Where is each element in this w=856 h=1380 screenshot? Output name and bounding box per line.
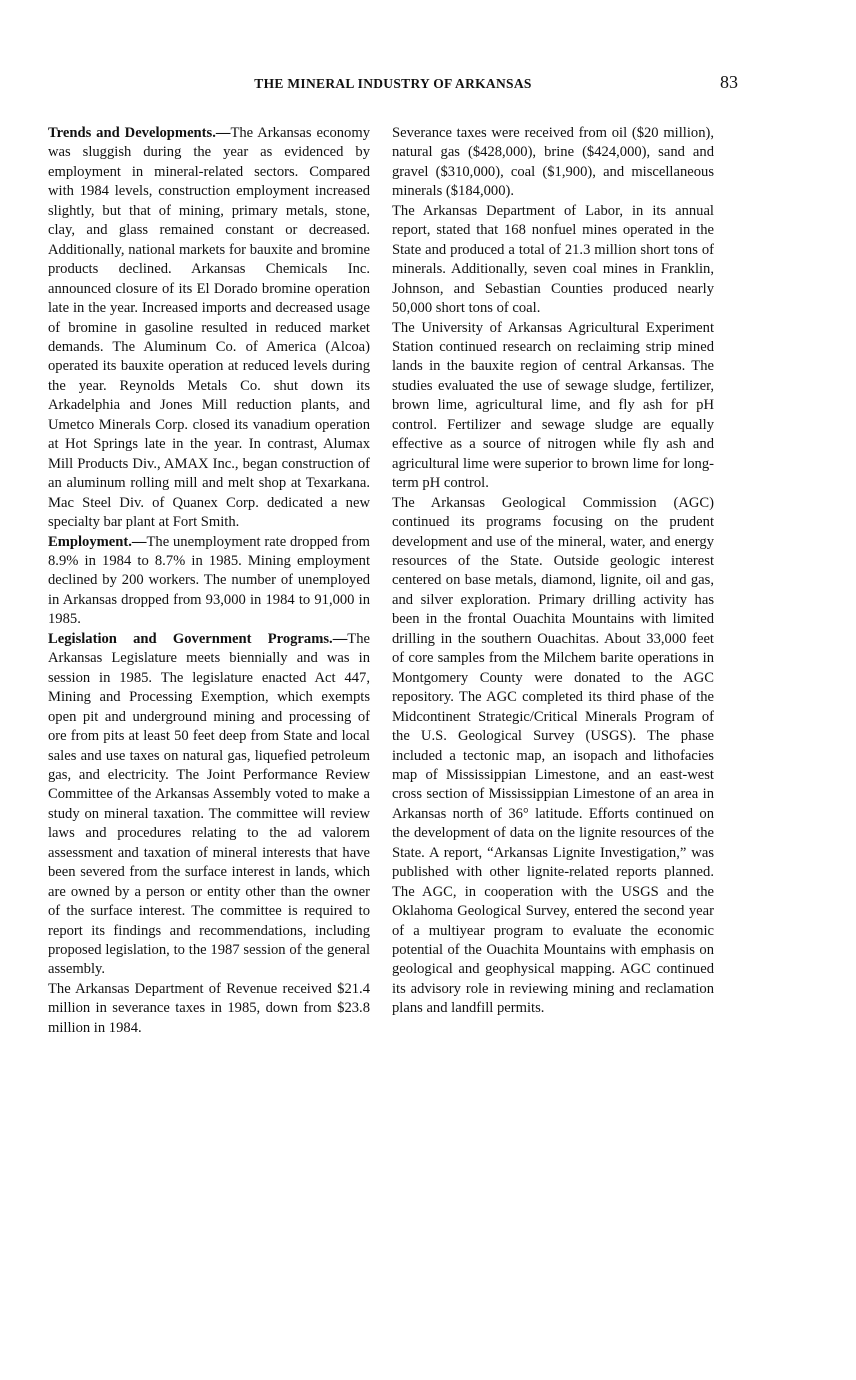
paragraph-text: The Arkansas economy was sluggish during the year as evidenced by employment in mineral-related sectors. Compared with 1984 levels, construction employment increased slightly, but that of mining, primary metals, stone, clay, and glass remained constant or decreased. Additionally, national markets for bauxite and bromine products declined. Arkansas Chemicals Inc. announced closure of its El Dorado bromine operation late in the year. Increased imports and decreased usage of bromine in gasoline resulted in reduced market demands. The Aluminum Co. of America (Alcoa) operated its bauxite operation at reduced levels during the year. Reynolds Metals Co. shut down its Arkadelphia and Jones Mill reduction plants, and Umetco Minerals Corp. closed its vanadium operation at Hot Springs late in the year. In contrast, Alumax Mill Products Div., AMAX Inc., began construction of an aluminum rolling mill and melt shop at Texarkana. Mac Steel Div. of Quanex Corp. dedicated a new specialty bar plant at Fort Smith. [48,125,371,531]
section-heading: Employment.— [48,533,147,550]
paragraph-severance [392,124,714,202]
paragraph-text: The Arkansas Department of Revenue received $21.4 million in severance taxes in 1985, down from $23.8 million in 1984. [48,980,370,1036]
paragraph-labor [392,202,714,319]
section-heading: Legislation and Government Programs.— [48,630,348,647]
paragraph-text: The unemployment rate dropped from 8.9% in 1984 to 8.7% in 1985. Mining employment declined by 200 workers. The number of unemployed in Arkansas dropped from 93,000 in 1984 to 91,000 in 1985. [48,533,370,628]
paragraph-text: The University of Arkansas Agricultural Experiment Station continued research on reclaiming strip mined lands in the bauxite region of central Arkansas. The studies evaluated the use of sewage sludge, fertilizer, brown lime, agricultural lime, and fly ash for pH control. Fertilizer and sewage sludge are equally effective as a source of nitrogen while fly ash and agricultural lime were superior to brown lime for long-term pH control. [392,319,714,492]
running-header: THE MINERAL INDUSTRY OF ARKANSAS [254,76,532,91]
paragraph-legislation [48,630,370,980]
section-heading: Trends and Developments.— [48,125,231,141]
paragraph-text: Severance taxes were received from oil ($20 million), natural gas ($428,000), brine ($424,000), sand and gravel ($310,000), coal ($1,900), and miscellaneous minerals ($184,000). [392,125,714,200]
right-column [392,124,714,1019]
paragraph-university [392,319,714,494]
paragraph-employment [48,533,370,630]
paragraph-text: The Arkansas Legislature meets biennially and was in session in 1985. The legislature enacted Act 447, Mining and Processing Exemption, which exempts open pit and underground mining and processing of ore from pits at least 50 feet deep from State and local sales and use taxes on natural gas, liquefied petroleum gas, and electricity. The Joint Performance Review Committee of the Arkansas Assembly voted to make a study on mineral taxation. The committee will review laws and procedures relating to the ad valorem assessment and taxation of mineral interests that have been severed from the surface interest in lands, which are owned by a person or entity other than the owner of the surface interest. The committee is required to report its findings and recommendations, including proposed legislation, to the 1987 session of the general assembly. [48,630,370,978]
paragraph-revenue [48,980,370,1038]
paragraph-agc [392,494,714,1019]
left-column [48,124,370,1038]
paragraph-trends [48,124,370,533]
page-number: 83 [720,72,738,92]
paragraph-text: The Arkansas Department of Labor, in its annual report, stated that 168 nonfuel mines operated in the State and produced a total of 21.3 million short tons of minerals. Additionally, seven coal mines in Franklin, Johnson, and Sebastian Counties produced nearly 50,000 short tons of coal. [392,202,714,317]
paragraph-text: The Arkansas Geological Commission (AGC) continued its programs focusing on the prudent development and use of the mineral, water, and energy resources of the State. Outside geologic interest centered on base metals, diamond, lignite, oil and gas, and silver exploration. Primary drilling activity has been in the frontal Ouachita Mountains with limited drilling in the southern Ouachitas. About 33,000 feet of core samples from the Milchem barite operations in Montgomery County were donated to the AGC repository. The AGC completed its third phase of the Midcontinent Strategic/Critical Minerals Program of the U.S. Geological Survey (USGS). The phase included a tectonic map, an isopach and lithofacies map of Mississippian Limestone, and an east-west cross section of Mississippian Limestone of an area in Arkansas north of 36° latitude. Efforts continued on the development of data on the lignite resources of the State. A report, “Arkansas Lignite Investigation,” was published with other lignite-related reports planned. The AGC, in cooperation with the USGS and the Oklahoma Geological Survey, entered the second year of a multiyear program to evaluate the economic potential of the Ouachita Mountains with emphasis on geological and geophysical mapping. AGC continued its advisory role in reviewing mining and reclamation plans and landfill permits. [392,494,714,1017]
